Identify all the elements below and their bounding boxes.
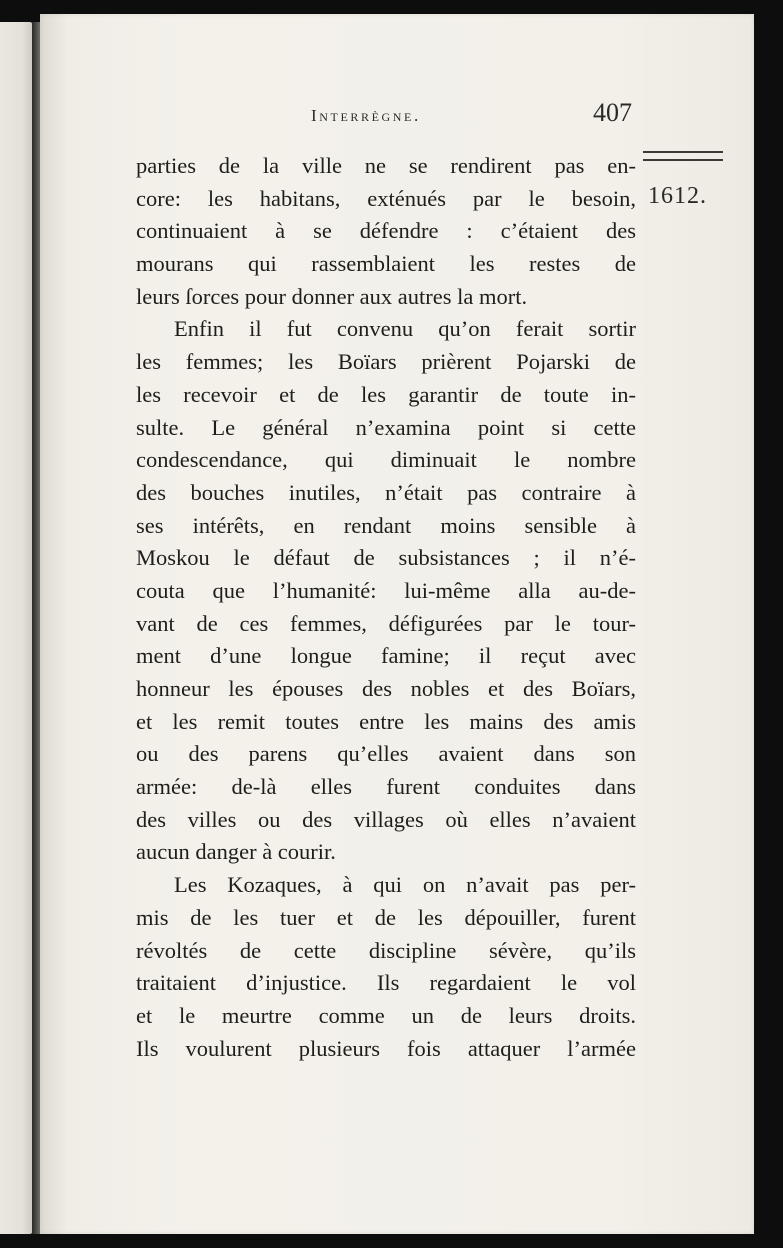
text-line: armée: de-là elles furent conduites dans <box>136 774 636 800</box>
running-head <box>40 98 754 138</box>
text-line: mis de les tuer et de les dépouiller, furent <box>136 904 636 930</box>
text-line: leurs ſorces pour donner aux autres la mort. <box>136 283 528 309</box>
text-line: Les Kozaques, à qui on n’avait pas per- <box>174 872 636 898</box>
text-line: Moskou le défaut de subsistances ; il n’é- <box>136 545 636 571</box>
text-line: Ils voulurent plusieurs fois attaquer l’armée <box>136 1035 636 1061</box>
text-line: aucun danger à courir. <box>136 839 336 865</box>
book-page <box>40 14 754 1234</box>
margin-year: 1612. <box>648 183 707 209</box>
page-number: 407 <box>593 98 632 127</box>
text-line: sulte. Le général n’examina point si cette <box>136 414 636 440</box>
text-line: core: les habitans, exténués par le besoin, <box>136 185 636 211</box>
book-spine <box>32 22 40 1234</box>
facing-page-edge <box>0 22 32 1234</box>
running-head-title: Interrègne. <box>311 106 421 125</box>
text-line: des villes ou des villages où elles n’avaient <box>136 806 636 832</box>
text-line: parties de la ville ne se rendirent pas en- <box>136 153 636 178</box>
text-line: révoltés de cette discipline sévère, qu’ils <box>136 937 636 963</box>
text-line: Enfin il fut convenu qu’on ferait sortir <box>174 316 636 342</box>
text-line: vant de ces femmes, défigurées par le tour- <box>136 610 636 636</box>
text-line: ou des parens qu’elles avaient dans son <box>136 741 636 767</box>
paragraph-3 <box>136 869 636 1065</box>
paragraph-1 <box>136 150 636 313</box>
text-line: et les remit toutes entre les mains des amis <box>136 708 636 734</box>
text-line: les femmes; les Boïars prièrent Pojarski de <box>136 349 636 375</box>
text-line: continuaient à se défendre : c’étaient des <box>136 218 636 244</box>
text-line: ment d’une longue famine; il reçut avec <box>136 643 636 669</box>
text-line: les recevoir et de les garantir de toute in- <box>136 381 636 407</box>
text-line: condescendance, qui diminuait le nombre <box>136 447 636 473</box>
paragraph-2 <box>136 313 636 869</box>
text-line: honneur les épouses des nobles et des Boïars, <box>136 676 636 701</box>
text-line: mourans qui rassemblaient les restes de <box>136 251 636 277</box>
text-line: des bouches inutiles, n’était pas contraire à <box>136 479 636 505</box>
margin-double-rule <box>643 151 723 161</box>
body-text <box>136 150 636 1065</box>
text-line: couta que l’humanité: lui-même alla au-de- <box>136 577 636 603</box>
text-line: traitaient d’injustice. Ils regardaient le vol <box>136 970 636 996</box>
text-line: ses intérêts, en rendant moins sensible à <box>136 512 636 538</box>
text-line: et le meurtre comme un de leurs droits. <box>136 1002 636 1028</box>
